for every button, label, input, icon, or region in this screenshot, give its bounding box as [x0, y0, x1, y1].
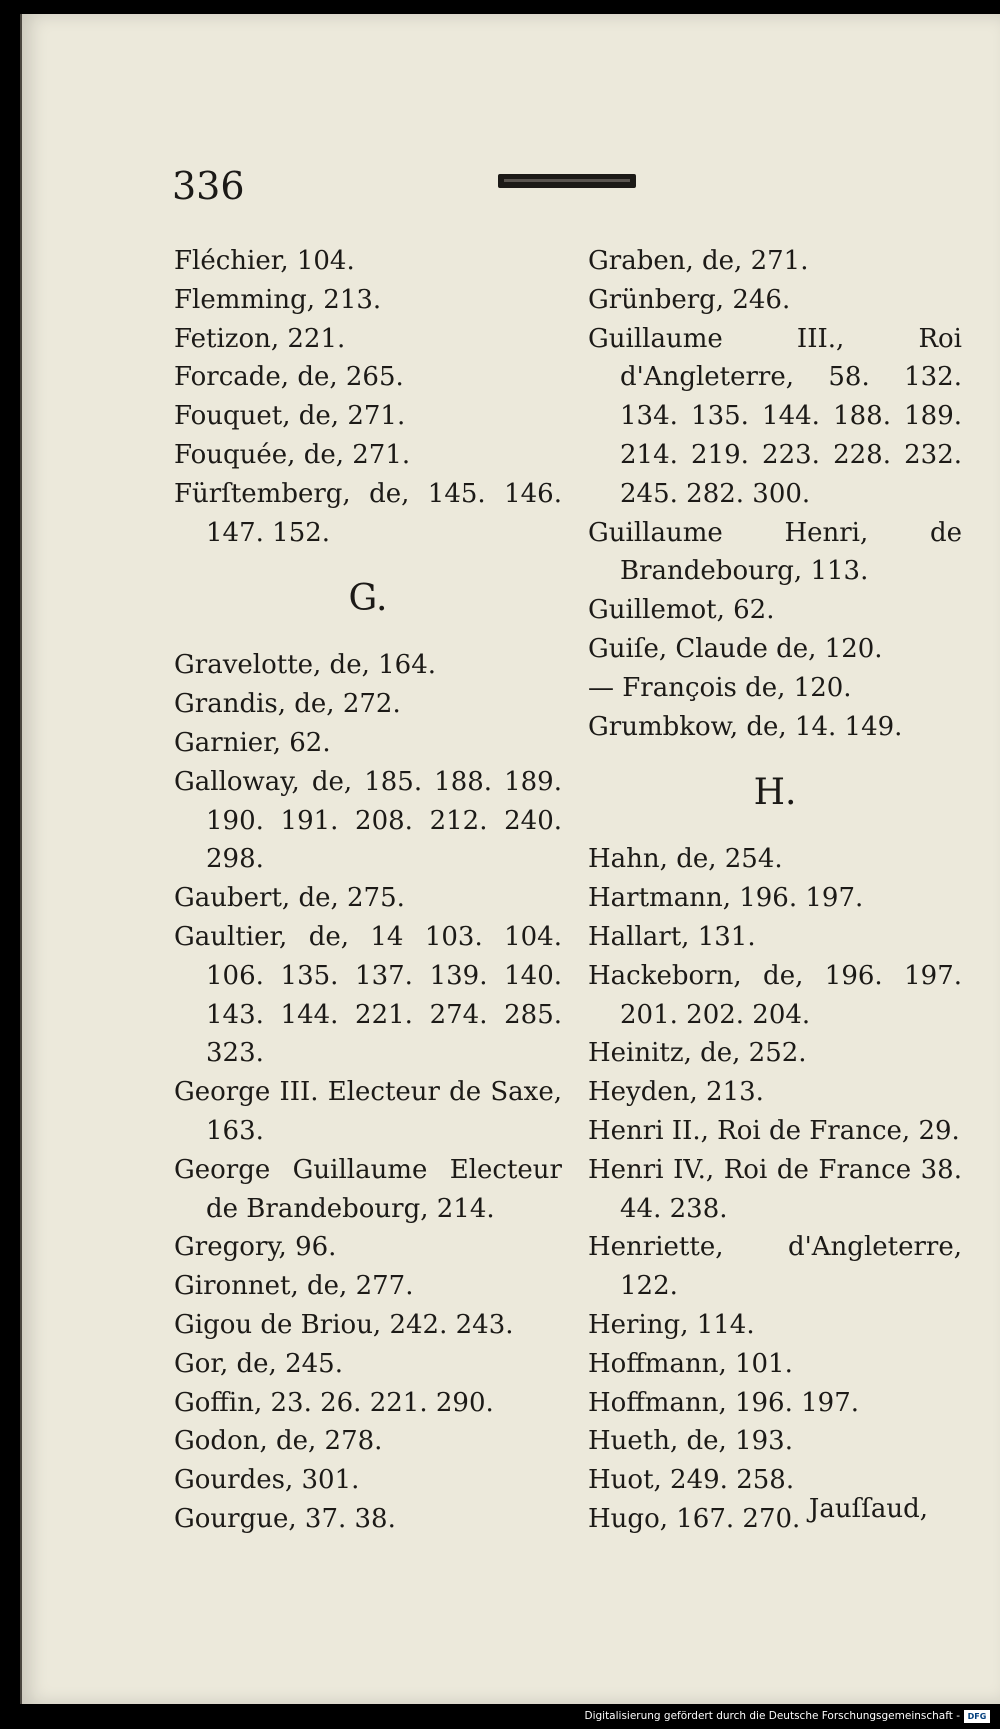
index-entry: Hackeborn, de, 196. 197. 201. 202. 204. — [588, 960, 962, 1030]
index-entry: Gourgue, 37. 38. — [174, 1503, 396, 1534]
index-entry: George III. Electeur de Saxe, 163. — [174, 1077, 562, 1146]
index-entry: Gourdes, 301. — [174, 1465, 360, 1496]
index-entry: Guillaume III., Roi d'Angleterre, 58. 132. 134. 135. 144. 188. 189. 214. 219. 223. 228. 232. 245. 282. 300. — [588, 323, 962, 509]
footer-credit-text: Digitalisierung gefördert durch die Deutsche Forschungsgemeinschaft - — [584, 1710, 960, 1722]
index-entry: — François de, 120. — [588, 672, 852, 703]
index-entry: George Guillaume Electeur de Brandebourg, 214. — [174, 1154, 562, 1224]
digitization-footer — [0, 1704, 1000, 1729]
index-entry: Gigou de Briou, 242. 243. — [174, 1309, 514, 1340]
index-entry: Hartmann, 196. 197. — [588, 883, 864, 914]
index-entry: Fouquée, de, 271. — [174, 439, 411, 470]
index-column-left — [174, 242, 562, 1539]
section-letter-heading: H. — [753, 772, 797, 814]
index-entry: Hoffmann, 196. 197. — [588, 1387, 860, 1418]
catchword: Jauſſaud, — [808, 1494, 928, 1524]
index-entry: Fouquet, de, 271. — [174, 401, 406, 432]
index-entry: Grumbkow, de, 14. 149. — [588, 711, 903, 742]
index-entry: Hueth, de, 193. — [588, 1426, 793, 1457]
index-entry: Fléchier, 104. — [174, 246, 355, 276]
index-entry: Heinitz, de, 252. — [588, 1038, 807, 1069]
index-entry: Henri II., Roi de France, 29. — [588, 1115, 960, 1146]
index-entry: Fürſtemberg, de, 145. 146. 147. 152. — [174, 478, 562, 548]
index-entry: Flemming, 213. — [174, 284, 382, 315]
index-entry: Forcade, de, 265. — [174, 362, 404, 393]
index-entry: Guiſe, Claude de, 120. — [588, 633, 883, 664]
index-entry: Fetizon, 221. — [174, 323, 346, 354]
index-entry: Godon, de, 278. — [174, 1426, 383, 1457]
index-entry: Heyden, 213. — [588, 1077, 764, 1108]
index-entry: Henri IV., Roi de France 38. 44. 238. — [588, 1154, 962, 1224]
index-entry: Henriette, d'Angleterre, 122. — [588, 1232, 962, 1302]
index-entry: Graben, de, 271. — [588, 246, 809, 276]
index-entry: Gaultier, de, 14 103. 104. 106. 135. 137. 139. 140. 143. 144. 221. 274. 285. 323. — [174, 921, 562, 1069]
index-entry: Goffin, 23. 26. 221. 290. — [174, 1387, 494, 1418]
index-entry: Grünberg, 246. — [588, 284, 791, 315]
section-letter-heading: G. — [348, 578, 388, 620]
index-entry: Gironnet, de, 277. — [174, 1271, 414, 1302]
dfg-logo: DFG — [964, 1710, 990, 1723]
index-entry: Hallart, 131. — [588, 921, 756, 952]
header-ornament-rule — [498, 174, 636, 188]
index-entry: Garnier, 62. — [174, 727, 331, 758]
index-entry: Hahn, de, 254. — [588, 844, 783, 875]
index-entry: Grandis, de, 272. — [174, 689, 401, 720]
index-entry: Guillemot, 62. — [588, 595, 775, 626]
book-page — [20, 14, 1000, 1704]
index-entry: Galloway, de, 185. 188. 189. 190. 191. 208. 212. 240. 298. — [174, 766, 562, 875]
index-entry: Hoffmann, 101. — [588, 1348, 793, 1379]
page-number: 336 — [172, 164, 245, 208]
index-entry: Gravelotte, de, 164. — [174, 650, 437, 681]
index-entry: Gor, de, 245. — [174, 1348, 343, 1379]
index-entry: Gaubert, de, 275. — [174, 883, 405, 914]
index-entry: Huot, 249. 258. — [588, 1465, 795, 1496]
index-entry: Gregory, 96. — [174, 1232, 337, 1263]
index-entry: Guillaume Henri, de Brandebourg, 113. — [588, 517, 962, 587]
index-entry: Hugo, 167. 270. — [588, 1503, 801, 1534]
index-column-right — [588, 242, 962, 1539]
index-entry: Hering, 114. — [588, 1309, 755, 1340]
